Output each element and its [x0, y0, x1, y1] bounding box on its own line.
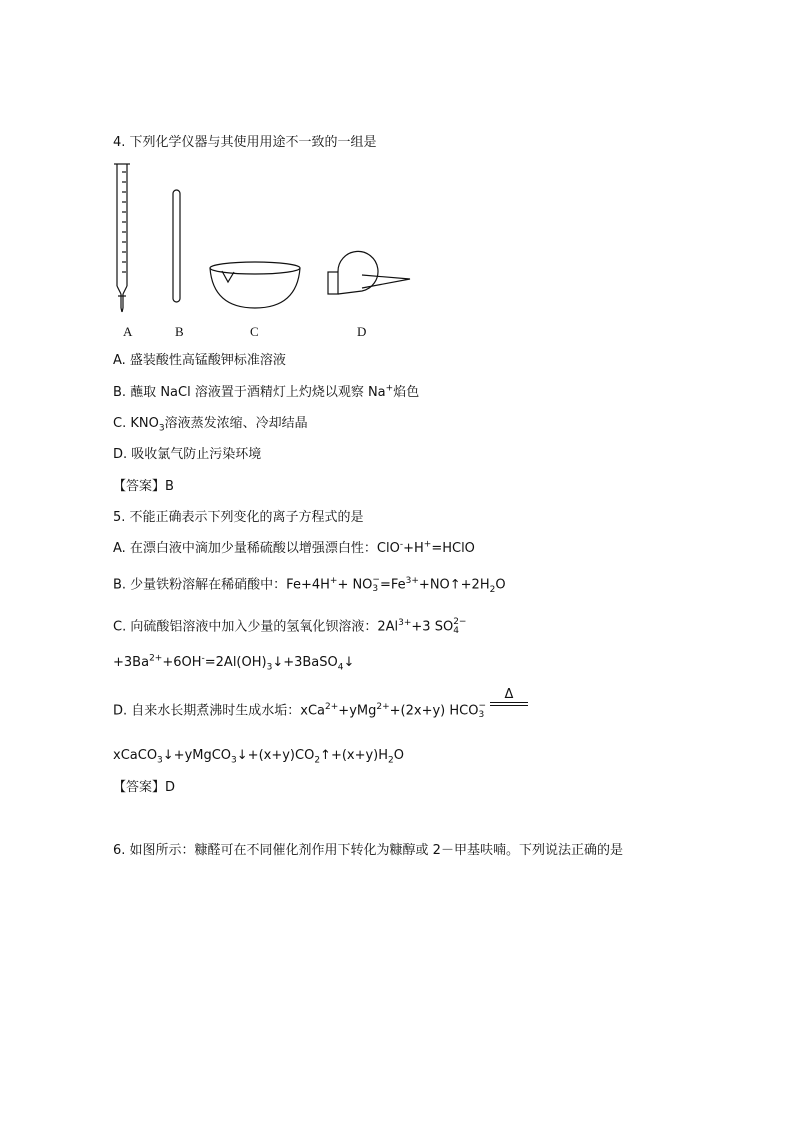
evaporating-dish-icon [210, 262, 300, 308]
q5-answer: 【答案】D [113, 780, 176, 795]
q4-answer: 【答案】B [113, 479, 174, 494]
q5-option-c-line1: C. 向硫酸铝溶液中加入少量的氢氧化钡溶液：$2Al^{3+}+3$ SO 2− 4 [113, 617, 467, 636]
apparatus-figure [100, 158, 430, 318]
label-c: C [250, 324, 259, 339]
q4-stem: 4. 下列化学仪器与其使用用途不一致的一组是 [113, 135, 377, 150]
q5-stem: 5. 不能正确表示下列变化的离子方程式的是 [113, 510, 364, 525]
heat-equals-sign: Δ [490, 702, 528, 720]
q5-option-a: A. 在漂白液中滴加少量稀硫酸以增强漂白性：ClO-+H+=HClO [113, 539, 475, 556]
q4-option-a: A. 盛装酸性高锰酸钾标准溶液 [113, 353, 286, 368]
label-b: B [175, 324, 184, 339]
q5-option-d-line1: D. 自来水长期煮沸时生成水垢：xCa$^{2+}$+yMg$^{2+}$+(2x+y) HCO − 3 Δ [113, 702, 528, 721]
q5-option-c-line2: $+3Ba^{2+}+6OH^-=2Al(OH)_3↓+3BaSO_4↓$ [113, 653, 355, 673]
q4-option-d: D. 吸收氯气防止污染环境 [113, 447, 262, 462]
label-d: D [357, 324, 367, 339]
q4-option-c: C. $KNO_3$溶液蒸发浓缩、冷却结晶 [113, 416, 308, 434]
label-a: A [123, 324, 133, 339]
glass-rod-icon [173, 190, 180, 302]
round-funnel-icon [328, 251, 410, 294]
q5-option-b: B. 少量铁粉溶解在稀硝酸中：Fe+4H++ NO − 3 $=Fe^{3+}+NO↑+2H_2O$ [113, 575, 506, 596]
burette-icon [114, 164, 130, 312]
q4-option-b: B. 蘸取 NaCl 溶液置于酒精灯上灼烧以观察 Na+焰色 [113, 383, 420, 400]
q5-option-d-line2: $xCaCO_3↓+yMgCO_3↓+(x+y)CO_2↑+(x+y)H_2O$ [113, 748, 404, 766]
q6-stem: 6. 如图所示：糠醛可在不同催化剂作用下转化为糠醇或 2－甲基呋喃。下列说法正确的是 [113, 843, 623, 858]
